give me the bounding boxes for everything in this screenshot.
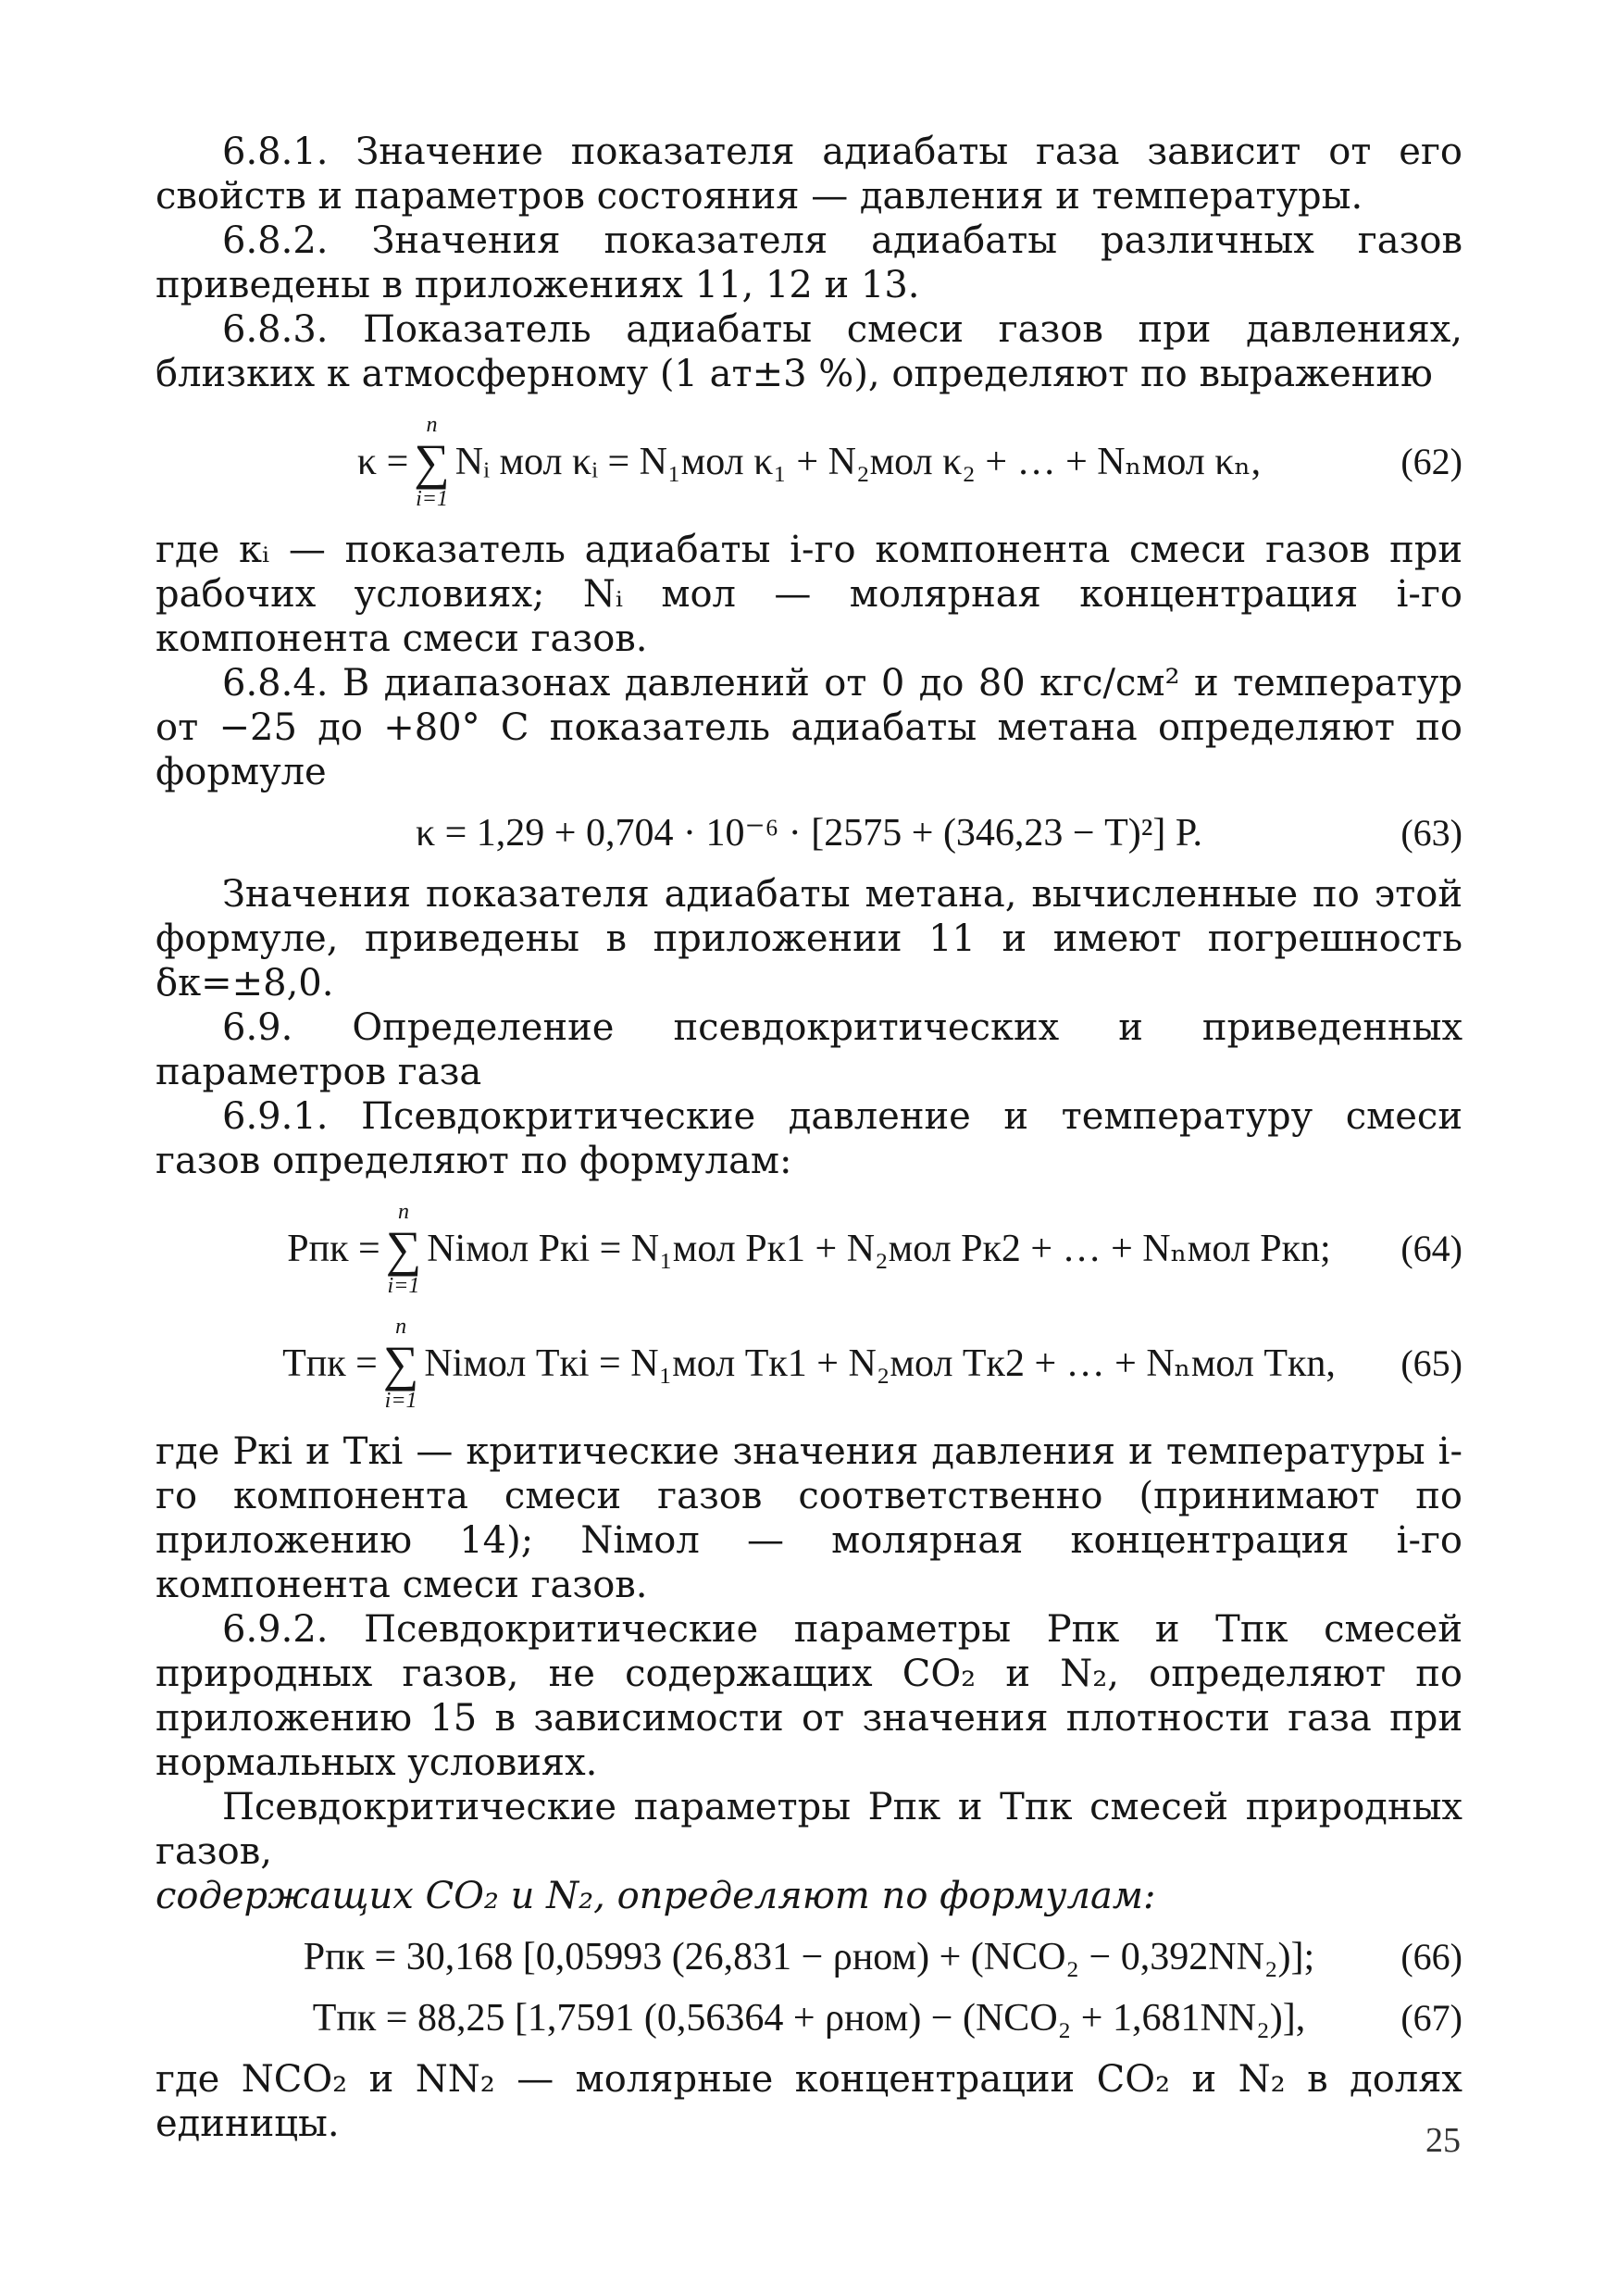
sum-upper-limit: n [426,413,438,437]
equation-number-67: (67) [1400,1997,1462,2039]
sum-lower-limit: i=1 [387,1274,420,1298]
summation-symbol: n ∑ i=1 [414,413,450,511]
formula-63-expression: κ = 1,29 + 0,704 · 10⁻⁶ · [2575 + (346,23 − T)²] P. [415,812,1203,855]
formula-62-lhs: κ = [356,441,409,483]
paragraph-pseudocritical-italic: содержащих CO₂ и N₂, определяют по формулам: [156,1875,1156,1917]
sum-upper-limit: n [395,1315,407,1339]
paragraph-6-9-2: 6.9.2. Псевдокритические параметры Pпк и Tпк смесей природных газов, не содержащих CO₂ и N₂, определяют по приложению 15 в зависимости от значения плотности газа при нормальных условиях. [156,1608,1462,1784]
sum-upper-limit: n [397,1200,409,1224]
formula-65-rhs: Niмол Tкi = N₁мол Tк1 + N₂мол Tк2 + … + Nₙмол Tкn, [424,1342,1336,1385]
formula-65 [156,1315,1462,1413]
paragraph-6-8-2: 6.8.2. Значения показателя адиабаты различных газов приведены в приложениях 11, 12 и 13. [156,219,1462,306]
summation-symbol: n ∑ i=1 [382,1315,419,1413]
paragraph-pseudocritical-intro: Псевдокритические параметры Pпк и Tпк смесей природных газов, [156,1786,1462,1873]
formula-64 [156,1200,1462,1298]
equation-number-64: (64) [1400,1228,1462,1269]
summation-symbol: n ∑ i=1 [385,1200,422,1298]
formula-67 [156,1996,1462,2040]
paragraph-where-co2-n2: где NCO₂ и NN₂ — молярные концентрации CO₂ и N₂ в долях единицы. [156,2058,1462,2145]
formula-64-lhs: Pпк = [287,1228,380,1270]
formula-63 [156,811,1462,855]
section-heading-6-9: 6.9. Определение псевдокритических и приведенных параметров газа [156,1006,1462,1093]
document-page [156,130,1462,2146]
paragraph-6-8-3: 6.8.3. Показатель адиабаты смеси газов при давлениях, близких к атмосферному (1 ат±3 %), определяют по выражению [156,308,1462,395]
equation-number-62: (62) [1400,441,1462,482]
paragraph-methane-values: Значения показателя адиабаты метана, вычисленные по этой формуле, приведены в приложении 11 и имеют погрешность δκ=±8,0. [156,873,1462,1004]
paragraph-6-9-1: 6.9.1. Псевдокритические давление и температуру смеси газов определяют по формулам: [156,1095,1462,1182]
formula-62-rhs: Nᵢ мол κᵢ = N₁мол κ₁ + N₂мол κ₂ + … + Nₙмол κₙ, [454,441,1262,483]
paragraph-where-critical: где Pкi и Tкi — критические значения давления и температуры i-го компонента смеси газов соответственно (принимают по приложению 14); Niмол — молярная концентрация i-го компонента смеси газов. [156,1430,1462,1606]
formula-66-expression: Pпк = 30,168 [0,05993 (26,831 − ρном) + (NCO₂ − 0,392NN₂)]; [303,1936,1315,1978]
equation-number-63: (63) [1400,812,1462,854]
sum-lower-limit: i=1 [384,1389,417,1413]
page-number: 25 [1425,2121,1461,2160]
paragraph-where-kappa: где κᵢ — показатель адиабаты i-го компонента смеси газов при рабочих условиях; Nᵢ мол — молярная концентрация i-го компонента смеси газов. [156,529,1462,660]
equation-number-66: (66) [1400,1936,1462,1978]
formula-65-lhs: Tпк = [282,1342,378,1385]
paragraph-6-8-1: 6.8.1. Значение показателя адиабаты газа зависит от его свойств и параметров состояния — давления и температуры. [156,131,1462,218]
formula-67-expression: Tпк = 88,25 [1,7591 (0,56364 + ρном) − (NCO₂ + 1,681NN₂)], [312,1997,1306,2040]
formula-62 [156,413,1462,511]
equation-number-65: (65) [1400,1342,1462,1384]
formula-66 [156,1935,1462,1979]
sum-lower-limit: i=1 [416,487,448,511]
formula-64-rhs: Niмол Pкi = N₁мол Pк1 + N₂мол Pк2 + … + Nₙмол Pкn; [427,1228,1331,1270]
paragraph-6-8-4: 6.8.4. В диапазонах давлений от 0 до 80 кгс/см² и температур от −25 до +80° С показатель адиабаты метана определяют по формуле [156,662,1462,793]
